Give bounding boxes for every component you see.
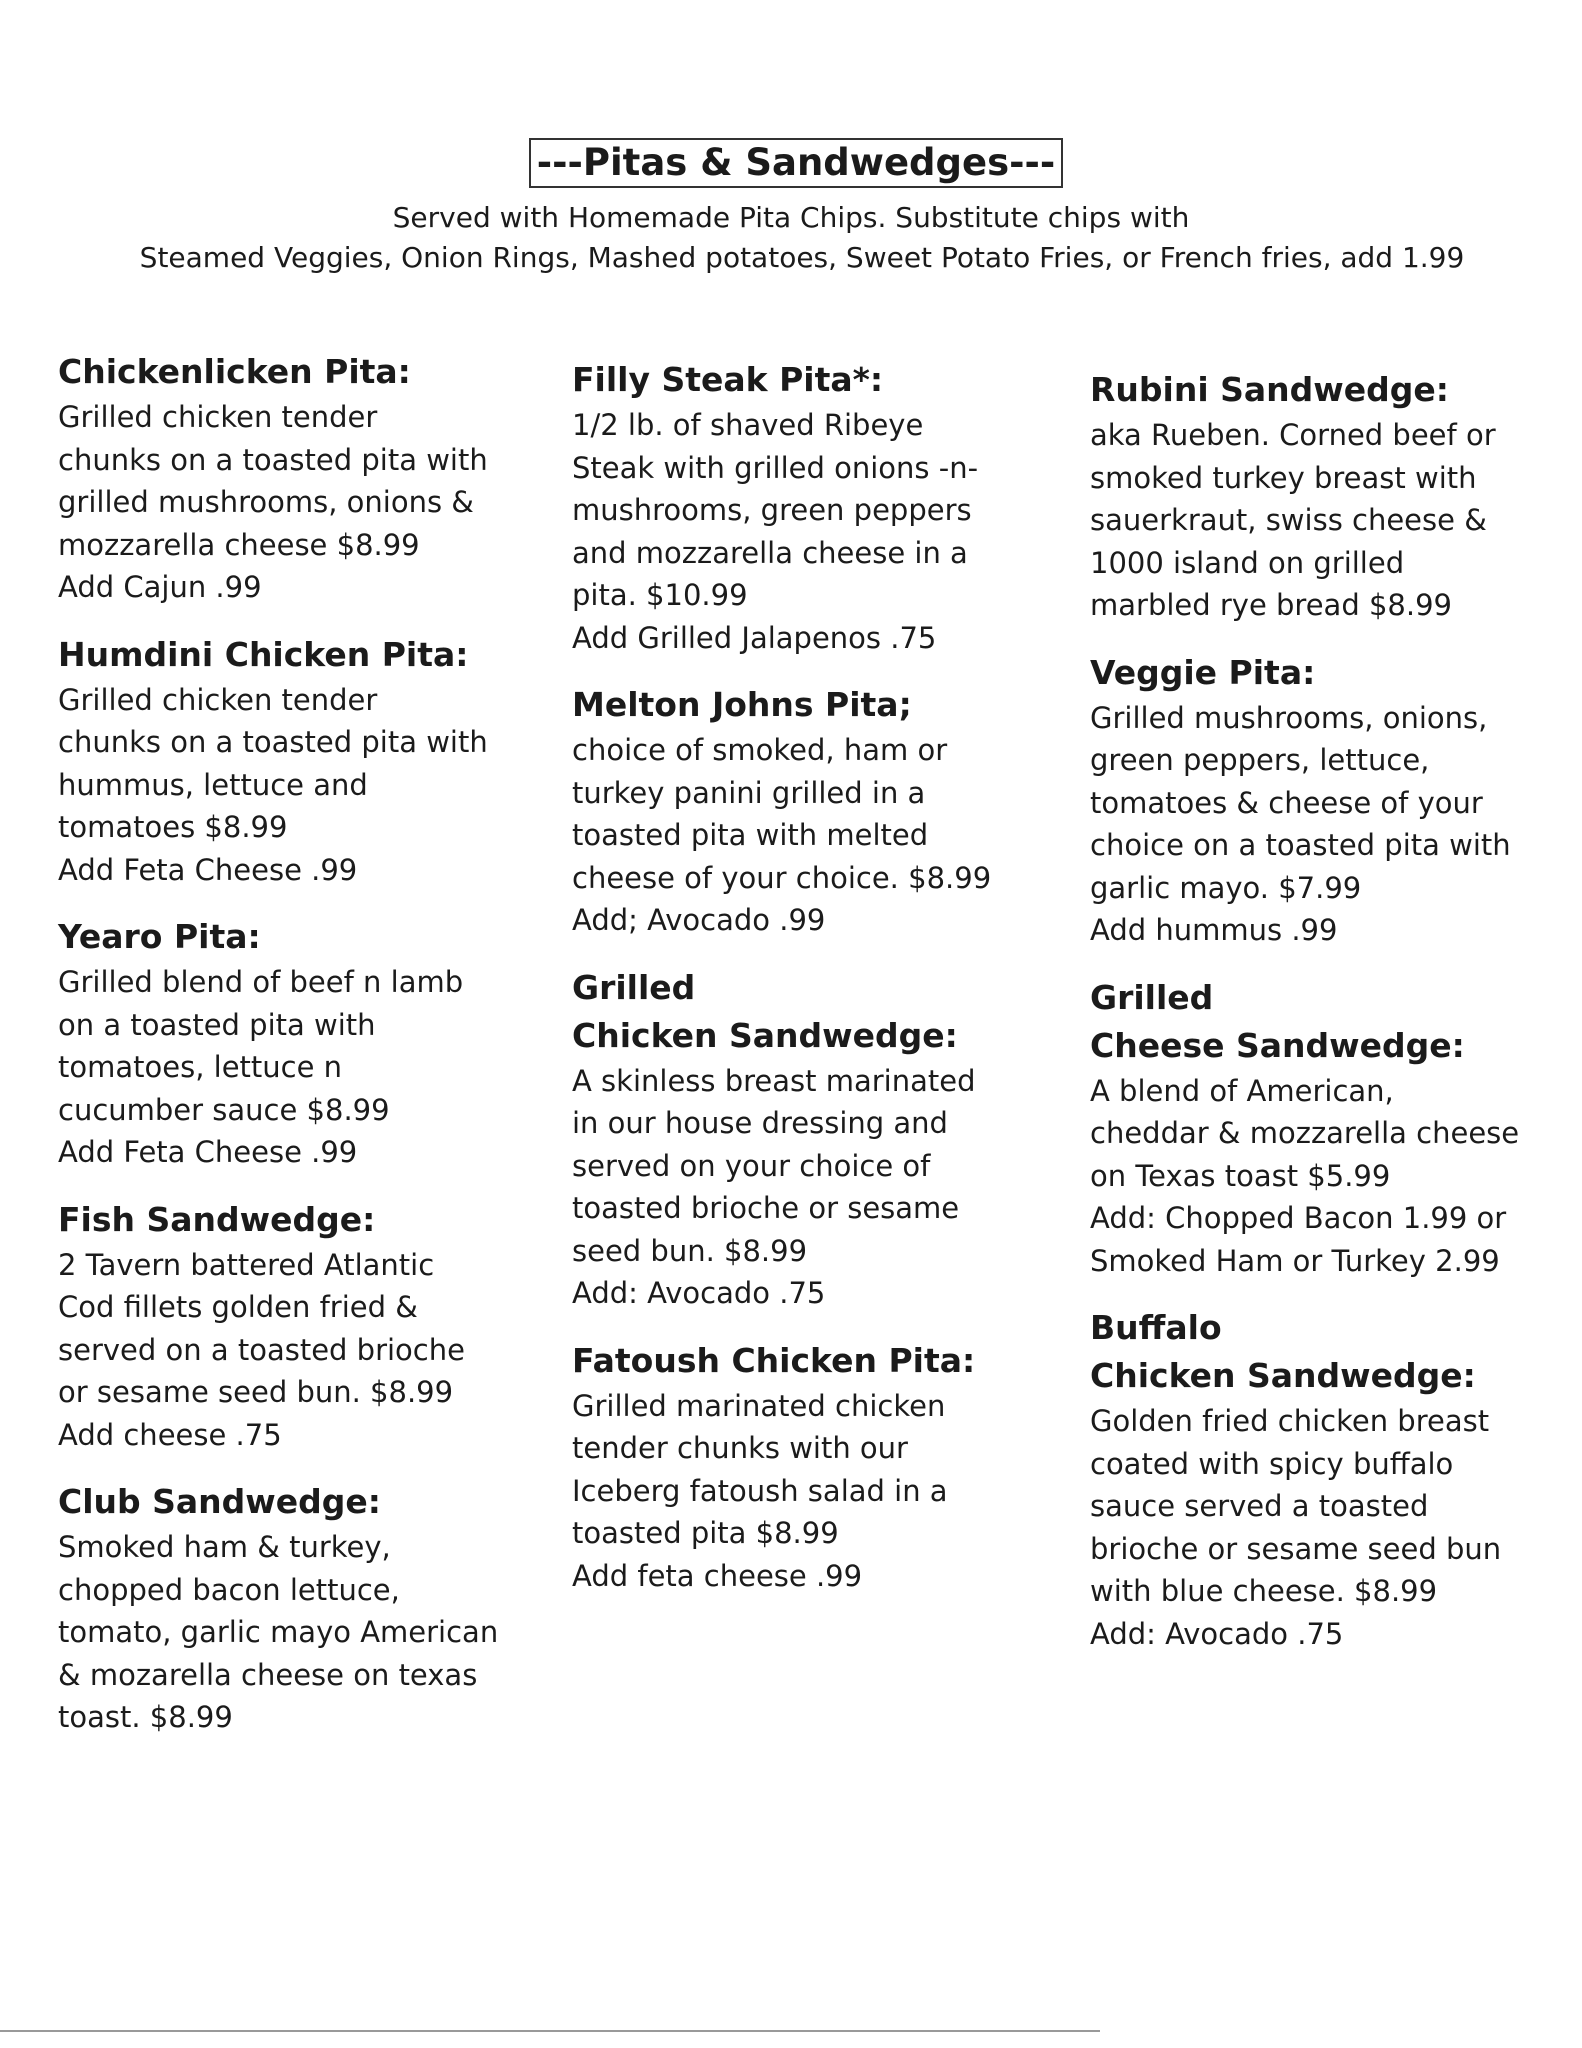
menu-item-name: Yearo Pita: (58, 917, 261, 956)
menu-item-description-line: toasted pita with melted (572, 818, 929, 852)
menu-item-description-line: Add: Avocado .75 (1090, 1616, 1344, 1651)
menu-item-name: Fish Sandwedge: (58, 1199, 376, 1239)
menu-item-description-line: chunks on a toasted pita with (58, 442, 488, 477)
menu-item-description-line: and mozzarella cheese in a (572, 535, 968, 570)
menu-item (1090, 1304, 1560, 1655)
menu-item-description-line: Add Grilled Jalapenos .75 (572, 620, 937, 655)
menu-item (58, 1196, 528, 1457)
menu-item-description-line: tender chunks with our (572, 1431, 908, 1465)
menu-item-name: Chicken Sandwedge: (1090, 1356, 1476, 1395)
menu-section-title: ---Pitas & Sandwedges--- (529, 138, 1063, 188)
menu-item (572, 356, 1042, 659)
menu-item (58, 631, 528, 892)
menu-item (58, 913, 528, 1174)
menu-item-description-line: brioche or sesame seed bun (1090, 1531, 1502, 1566)
menu-item-description-line: turkey panini grilled in a (572, 775, 926, 810)
menu-item-description-line: or sesame seed bun. $8.99 (58, 1375, 454, 1409)
menu-item-description-line: Cod fillets golden fried & (58, 1290, 418, 1324)
menu-item-description-line: toasted pita $8.99 (572, 1516, 839, 1550)
menu-item-description-line: A skinless breast marinated (572, 1063, 976, 1098)
menu-item-description-line: A blend of American, (1090, 1073, 1394, 1108)
menu-item-description-line: green peppers, lettuce, (1090, 743, 1430, 777)
menu-item-description-line: in our house dressing and (572, 1106, 948, 1140)
menu-item-description-line: Steak with grilled onions -n- (572, 450, 979, 485)
menu-item (1090, 366, 1560, 627)
menu-item-description-line: marbled rye bread $8.99 (1090, 588, 1452, 622)
menu-item-description-line: Add Cajun .99 (58, 570, 262, 604)
menu-item (1090, 974, 1560, 1283)
menu-column-middle (572, 356, 1042, 1619)
menu-item-description-line: Grilled chicken tender (58, 682, 378, 717)
menu-item-description-line: served on your choice of (572, 1148, 931, 1183)
menu-item-description-line: aka Rueben. Corned beef or (1090, 418, 1496, 452)
menu-item (1090, 649, 1560, 952)
menu-subtitle-line-1: Served with Homemade Pita Chips. Substitute chips with (392, 201, 1190, 234)
menu-item-description-line: Smoked ham & turkey, (58, 1530, 391, 1564)
menu-item-description-line: Golden fried chicken breast (1090, 1404, 1490, 1438)
menu-item-description-line: choice on a toasted pita with (1090, 828, 1511, 862)
menu-item-description-line: 2 Tavern battered Atlantic (58, 1247, 435, 1282)
menu-item-name: Cheese Sandwedge: (1090, 1025, 1465, 1065)
menu-item-description-line: cheddar & mozzarella cheese (1090, 1116, 1520, 1150)
menu-item-name: Grilled (1090, 977, 1214, 1017)
menu-item-description-line: Add Feta Cheese .99 (58, 852, 358, 887)
menu-item-description-line: Add hummus .99 (1090, 913, 1338, 947)
menu-item (572, 964, 1042, 1315)
menu-item-description-line: toast. $8.99 (58, 1700, 233, 1734)
menu-item-description-line: Grilled mushrooms, onions, (1090, 700, 1488, 735)
menu-header (0, 138, 1582, 278)
menu-item-description-line: choice of smoked, ham or (572, 733, 948, 767)
menu-item-description-line: Add feta cheese .99 (572, 1558, 863, 1593)
menu-column-left (58, 348, 528, 1761)
menu-item-description-line: coated with spicy buffalo (1090, 1446, 1454, 1481)
menu-item-name: Club Sandwedge: (58, 1482, 381, 1521)
menu-item-name: Veggie Pita: (1090, 652, 1316, 692)
menu-item-description-line: on Texas toast $5.99 (1090, 1158, 1391, 1193)
menu-item-description-line: 1/2 lb. of shaved Ribeye (572, 408, 924, 442)
menu-item-description-line: toasted brioche or sesame (572, 1191, 960, 1225)
menu-item (58, 348, 528, 609)
menu-item-description-line: Iceberg fatoush salad in a (572, 1473, 948, 1508)
menu-item-description-line: & mozarella cheese on texas (58, 1657, 478, 1692)
menu-item (572, 1337, 1042, 1598)
menu-item-description-line: tomatoes & cheese of your (1090, 785, 1483, 820)
menu-item-description-line: Add: Avocado .75 (572, 1276, 826, 1310)
menu-item-description-line: sauerkraut, swiss cheese & (1090, 503, 1487, 537)
menu-item-description-line: tomato, garlic mayo American (58, 1615, 499, 1649)
menu-item-name: Chickenlicken Pita: (58, 352, 411, 391)
menu-item (572, 681, 1042, 942)
menu-item-description-line: tomatoes, lettuce n (58, 1050, 343, 1084)
menu-item-description-line: with blue cheese. $8.99 (1090, 1574, 1438, 1608)
menu-item-name: Fatoush Chicken Pita: (572, 1340, 976, 1380)
menu-item-description-line: Grilled blend of beef n lamb (58, 965, 464, 999)
menu-item-description-line: Smoked Ham or Turkey 2.99 (1090, 1243, 1500, 1278)
menu-item (58, 1478, 528, 1739)
menu-item-description-line: Add; Avocado .99 (572, 903, 826, 937)
menu-item-description-line: tomatoes $8.99 (58, 810, 288, 844)
menu-item-description-line: hummus, lettuce and (58, 767, 368, 802)
menu-item-description-line: Add cheese .75 (58, 1417, 282, 1452)
menu-item-description-line: Add Feta Cheese .99 (58, 1135, 358, 1169)
menu-item-description-line: Grilled marinated chicken (572, 1388, 946, 1423)
menu-item-description-line: 1000 island on grilled (1090, 545, 1405, 580)
menu-item-name: Grilled (572, 967, 696, 1007)
menu-item-name: Humdini Chicken Pita: (58, 634, 469, 674)
menu-item-name: Filly Steak Pita*: (572, 360, 884, 399)
menu-item-description-line: mozzarella cheese $8.99 (58, 527, 420, 562)
menu-item-name: Melton Johns Pita; (572, 685, 912, 724)
menu-item-description-line: chopped bacon lettuce, (58, 1572, 400, 1607)
menu-item-name: Rubini Sandwedge: (1090, 370, 1449, 409)
menu-item-description-line: served on a toasted brioche (58, 1332, 465, 1367)
menu-item-description-line: sauce served a toasted (1090, 1489, 1429, 1523)
menu-item-description-line: Grilled chicken tender (58, 400, 378, 434)
menu-item-description-line: on a toasted pita with (58, 1007, 376, 1042)
menu-subtitle-line-2: Steamed Veggies, Onion Rings, Mashed potatoes, Sweet Potato Fries, or French fries, add 1.99 (139, 241, 1465, 274)
menu-item-description-line: cheese of your choice. $8.99 (572, 860, 992, 895)
menu-item-description-line: mushrooms, green peppers (572, 493, 972, 527)
menu-item-description-line: seed bun. $8.99 (572, 1233, 808, 1268)
menu-item-description-line: cucumber sauce $8.99 (58, 1092, 390, 1127)
menu-item-name: Chicken Sandwedge: (572, 1015, 958, 1055)
menu-column-right (1090, 366, 1560, 1677)
menu-item-description-line: chunks on a toasted pita with (58, 725, 488, 759)
menu-item-description-line: smoked turkey breast with (1090, 460, 1477, 495)
menu-item-description-line: pita. $10.99 (572, 578, 748, 612)
menu-item-description-line: grilled mushrooms, onions & (58, 485, 474, 519)
bottom-scan-rule (0, 2030, 1100, 2032)
menu-item-description-line: garlic mayo. $7.99 (1090, 870, 1362, 905)
menu-item-description-line: Add: Chopped Bacon 1.99 or (1090, 1201, 1507, 1235)
menu-item-name: Buffalo (1090, 1308, 1222, 1347)
